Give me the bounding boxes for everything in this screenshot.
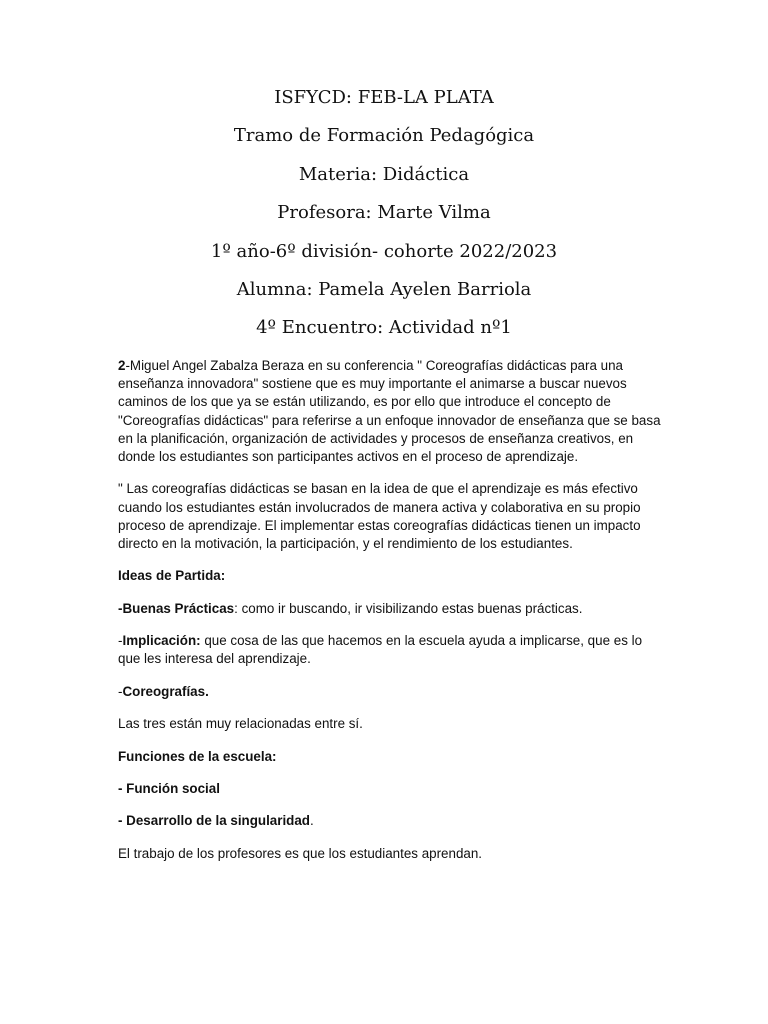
buenas-practicas-prefix: - [118, 600, 123, 616]
implicacion-label: Implicación: [122, 633, 201, 649]
coreografias-prefix: - [118, 683, 123, 699]
coreografias-label: Coreografías [122, 683, 206, 699]
singularidad-label: - Desarrollo de la singularidad [118, 813, 310, 829]
funcion-social-item: - Función social [118, 780, 220, 796]
implicacion-item [118, 632, 663, 668]
trabajo-paragraph: El trabajo de los profesores es que los estudiantes aprendan. [118, 845, 483, 861]
professor-line: Profesora: Marte Vilma [277, 202, 491, 224]
buenas-practicas-label: Buenas Prácticas [122, 600, 235, 616]
activity-line: 4º Encuentro: Actividad nº1 [256, 317, 512, 339]
implicacion-text: que cosa de las que hacemos en la escuela ayuda a implicarse, que es lo que les interesa del aprendizaje. [118, 633, 643, 667]
program-title: Tramo de Formación Pedagógica [233, 125, 535, 147]
funciones-heading: Funciones de la escuela: [118, 748, 277, 764]
institution-title: ISFYCD: FEB-LA PLATA [274, 87, 494, 108]
buenas-practicas-item [118, 600, 663, 618]
relacion-paragraph: Las tres están muy relacionadas entre sí. [118, 716, 363, 732]
document-body [118, 357, 663, 877]
cohort-line: 1º año-6º división- cohorte 2022/2023 [210, 240, 558, 262]
intro-paragraph [118, 357, 663, 466]
document-header [0, 84, 768, 353]
implicacion-prefix: - [118, 633, 123, 649]
singularidad-item [118, 812, 663, 830]
student-line: Alumna: Pamela Ayelen Barriola [236, 278, 532, 300]
quote-paragraph: " Las coreografías didácticas se basan en la idea de que el aprendizaje es más efectivo cuando los estudiantes están involucrados de manera activa y colaborativa en su propio proceso de aprendizaje. El implementar estas coreografías didácticas tienen un impacto directo en la motivación, la participación, y el rendimiento de los estudiantes. [118, 481, 641, 552]
singularidad-suffix: . [309, 813, 314, 829]
question-number: 2 [118, 358, 126, 373]
buenas-practicas-text: : como ir buscando, ir visibilizando estas buenas prácticas. [234, 600, 583, 616]
coreografias-suffix: . [205, 683, 209, 699]
subject-line: Materia: Didáctica [298, 163, 470, 185]
coreografias-item [118, 683, 663, 701]
intro-text: -Miguel Angel Zabalza Beraza en su conferencia " Coreografías didácticas para una enseñanza innovadora" sostiene que es muy importante el animarse a buscar nuevos caminos de los que ya se están utilizando, es por ello que introduce el concepto de "Coreografías didácticas" para referirse a un enfoque innovador de enseñanza que se basa en la planificación, organización de actividades y procesos de enseñanza creativos, en donde los estudiantes son participantes activos en el proceso de aprendizaje. [118, 358, 661, 465]
ideas-heading: Ideas de Partida: [118, 568, 226, 584]
